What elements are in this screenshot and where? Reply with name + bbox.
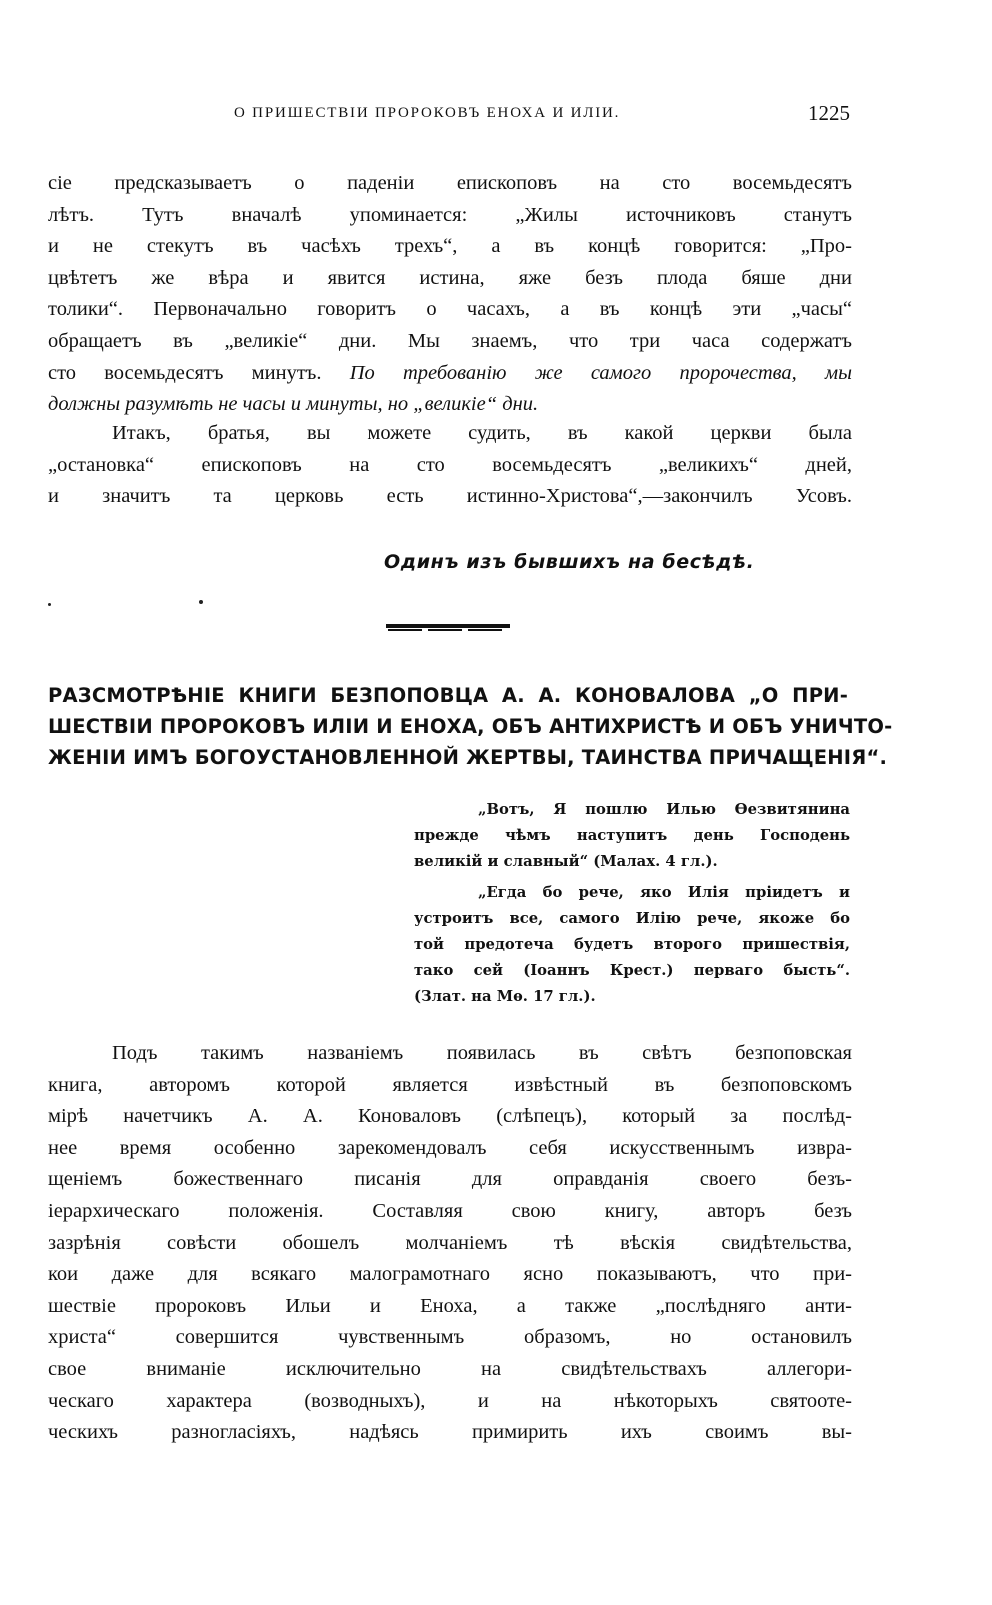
text-regular: сто восемьдесятъ минутъ. [48, 361, 322, 384]
separator-rule-dashed [388, 629, 508, 631]
text-line: свое вниманіе исключительно на свидѣтельствахъ аллегори- [48, 1357, 852, 1380]
text-line: мірѣ начетчикъ А. А. Коноваловъ (слѣпецъ), который за послѣд- [48, 1105, 852, 1128]
print-speck [199, 600, 203, 604]
epigraph-line: великій и славный“ (Малах. 4 гл.). [414, 853, 718, 870]
heading-line: ШЕСТВІИ ПРОРОКОВЪ ИЛІИ И ЕНОХА, ОБЪ АНТИХРИСТѢ И ОБЪ УНИЧТО- [48, 715, 893, 738]
text-line: ческихъ разногласіяхъ, надѣясь примирить ихъ своимъ вы- [48, 1421, 852, 1444]
text-line: Итакъ, братья, вы можете судить, въ какой церкви была [112, 422, 852, 444]
heading-line: ЖЕНІИ ИМЪ БОГОУСТАНОВЛЕННОЙ ЖЕРТВЫ, ТАИНСТВА ПРИЧАЩЕНІЯ“. [48, 746, 888, 769]
text-line: щеніемъ божественнаго писанія для оправданія своего безъ- [48, 1168, 852, 1191]
text-line: шествіе пророковъ Ильи и Еноха, а также „послѣдняго анти- [48, 1294, 852, 1317]
text-line: нее время особенно зарекомендовалъ себя искусственнымъ изврa- [48, 1136, 852, 1159]
text-line: цвѣтетъ же вѣра и явится истина, яже безъ плода бяше дни [48, 266, 852, 289]
print-speck [48, 603, 51, 606]
epigraph-chrysostom [414, 880, 850, 1010]
text-line: зазрѣнія совѣсти обошелъ молчаніемъ тѣ вѣскія свидѣтельства, [48, 1231, 852, 1254]
article-body [48, 1038, 852, 1449]
text-line: и не стекутъ въ часѣхъ трехъ“, а въ концѣ говорится: „Про- [48, 235, 852, 258]
text-line: книга, авторомъ которой является извѣстный въ безпоповскомъ [48, 1073, 852, 1096]
text-line: обращаетъ въ „великіе“ дни. Мы знаемъ, что три часа содержатъ [48, 329, 852, 352]
article-heading [48, 680, 893, 773]
section-separator [386, 624, 510, 632]
running-title: О ПРИШЕСТВІИ ПРОРОКОВЪ ЕНОХА И ИЛІИ. [234, 105, 621, 121]
text-line: іерархическаго положенія. Составляя свою книгу, авторъ безъ [48, 1199, 852, 1222]
paragraph-conclusion [48, 418, 852, 513]
signature: Одинъ изъ бывшихъ на бесѣдѣ. [384, 551, 755, 573]
text-line: толики“. Первоначально говоритъ о часахъ, а въ концѣ эти „часы“ [48, 298, 852, 321]
text-line: и значитъ та церковь есть истинно-Христова“,—закончилъ Усовъ. [48, 485, 852, 508]
running-head [48, 101, 858, 129]
epigraph-line: устроитъ все, самого Илію рече, якоже бо [414, 910, 850, 927]
text-line: лѣтъ. Тутъ вначалѣ упоминается: „Жилы источниковъ станутъ [48, 203, 852, 226]
text-line: Подъ такимъ названіемъ появилась въ свѣтъ безпоповская [112, 1042, 852, 1064]
text-line-mixed [48, 358, 852, 390]
heading-line: РАЗСМОТРѢНІЕ КНИГИ БЕЗПОПОВЦА А. А. КОНОВАЛОВА „О ПРИ- [48, 684, 848, 707]
text-line: сіе предсказываетъ о паденіи епископовъ на сто восемьдесятъ [48, 172, 852, 194]
epigraph-line: тако сей (Іоаннъ Крест.) перваго бысть“. [414, 962, 850, 979]
epigraph-line: „Егда бо рече, яко Илія пріидетъ и [478, 884, 850, 901]
text-line: кои даже для всякаго малограмотнаго ясно показываютъ, что при- [48, 1263, 852, 1286]
epigraph-line: „Вотъ, Я пошлю Илью Ѳезвитянина [478, 801, 850, 818]
page-number: 1225 [808, 101, 850, 125]
separator-rule [386, 624, 510, 628]
text-line: „остановка“ епископовъ на сто восемьдесятъ „великихъ“ дней, [48, 453, 852, 476]
text-italic: По требованію же самого пророчества, мы [349, 361, 852, 384]
epigraph-malachi [414, 797, 850, 875]
text-line: христа“ совершится чувственнымъ образомъ, но остановилъ [48, 1326, 852, 1349]
epigraph-line: прежде чѣмъ наступитъ день Господень [414, 827, 850, 844]
text-line-italic: должны разумѣть не часы и минуты, но „великіе“ дни. [48, 393, 539, 416]
epigraph-line: той предотеча будетъ второго пришествія, [414, 936, 850, 953]
epigraph-line: (Злат. на Мѳ. 17 гл.). [414, 988, 596, 1005]
paragraph-continued [48, 168, 852, 421]
text-line: ческаго характера (возводныхъ), и на нѣкоторыхъ святоотe- [48, 1389, 852, 1412]
